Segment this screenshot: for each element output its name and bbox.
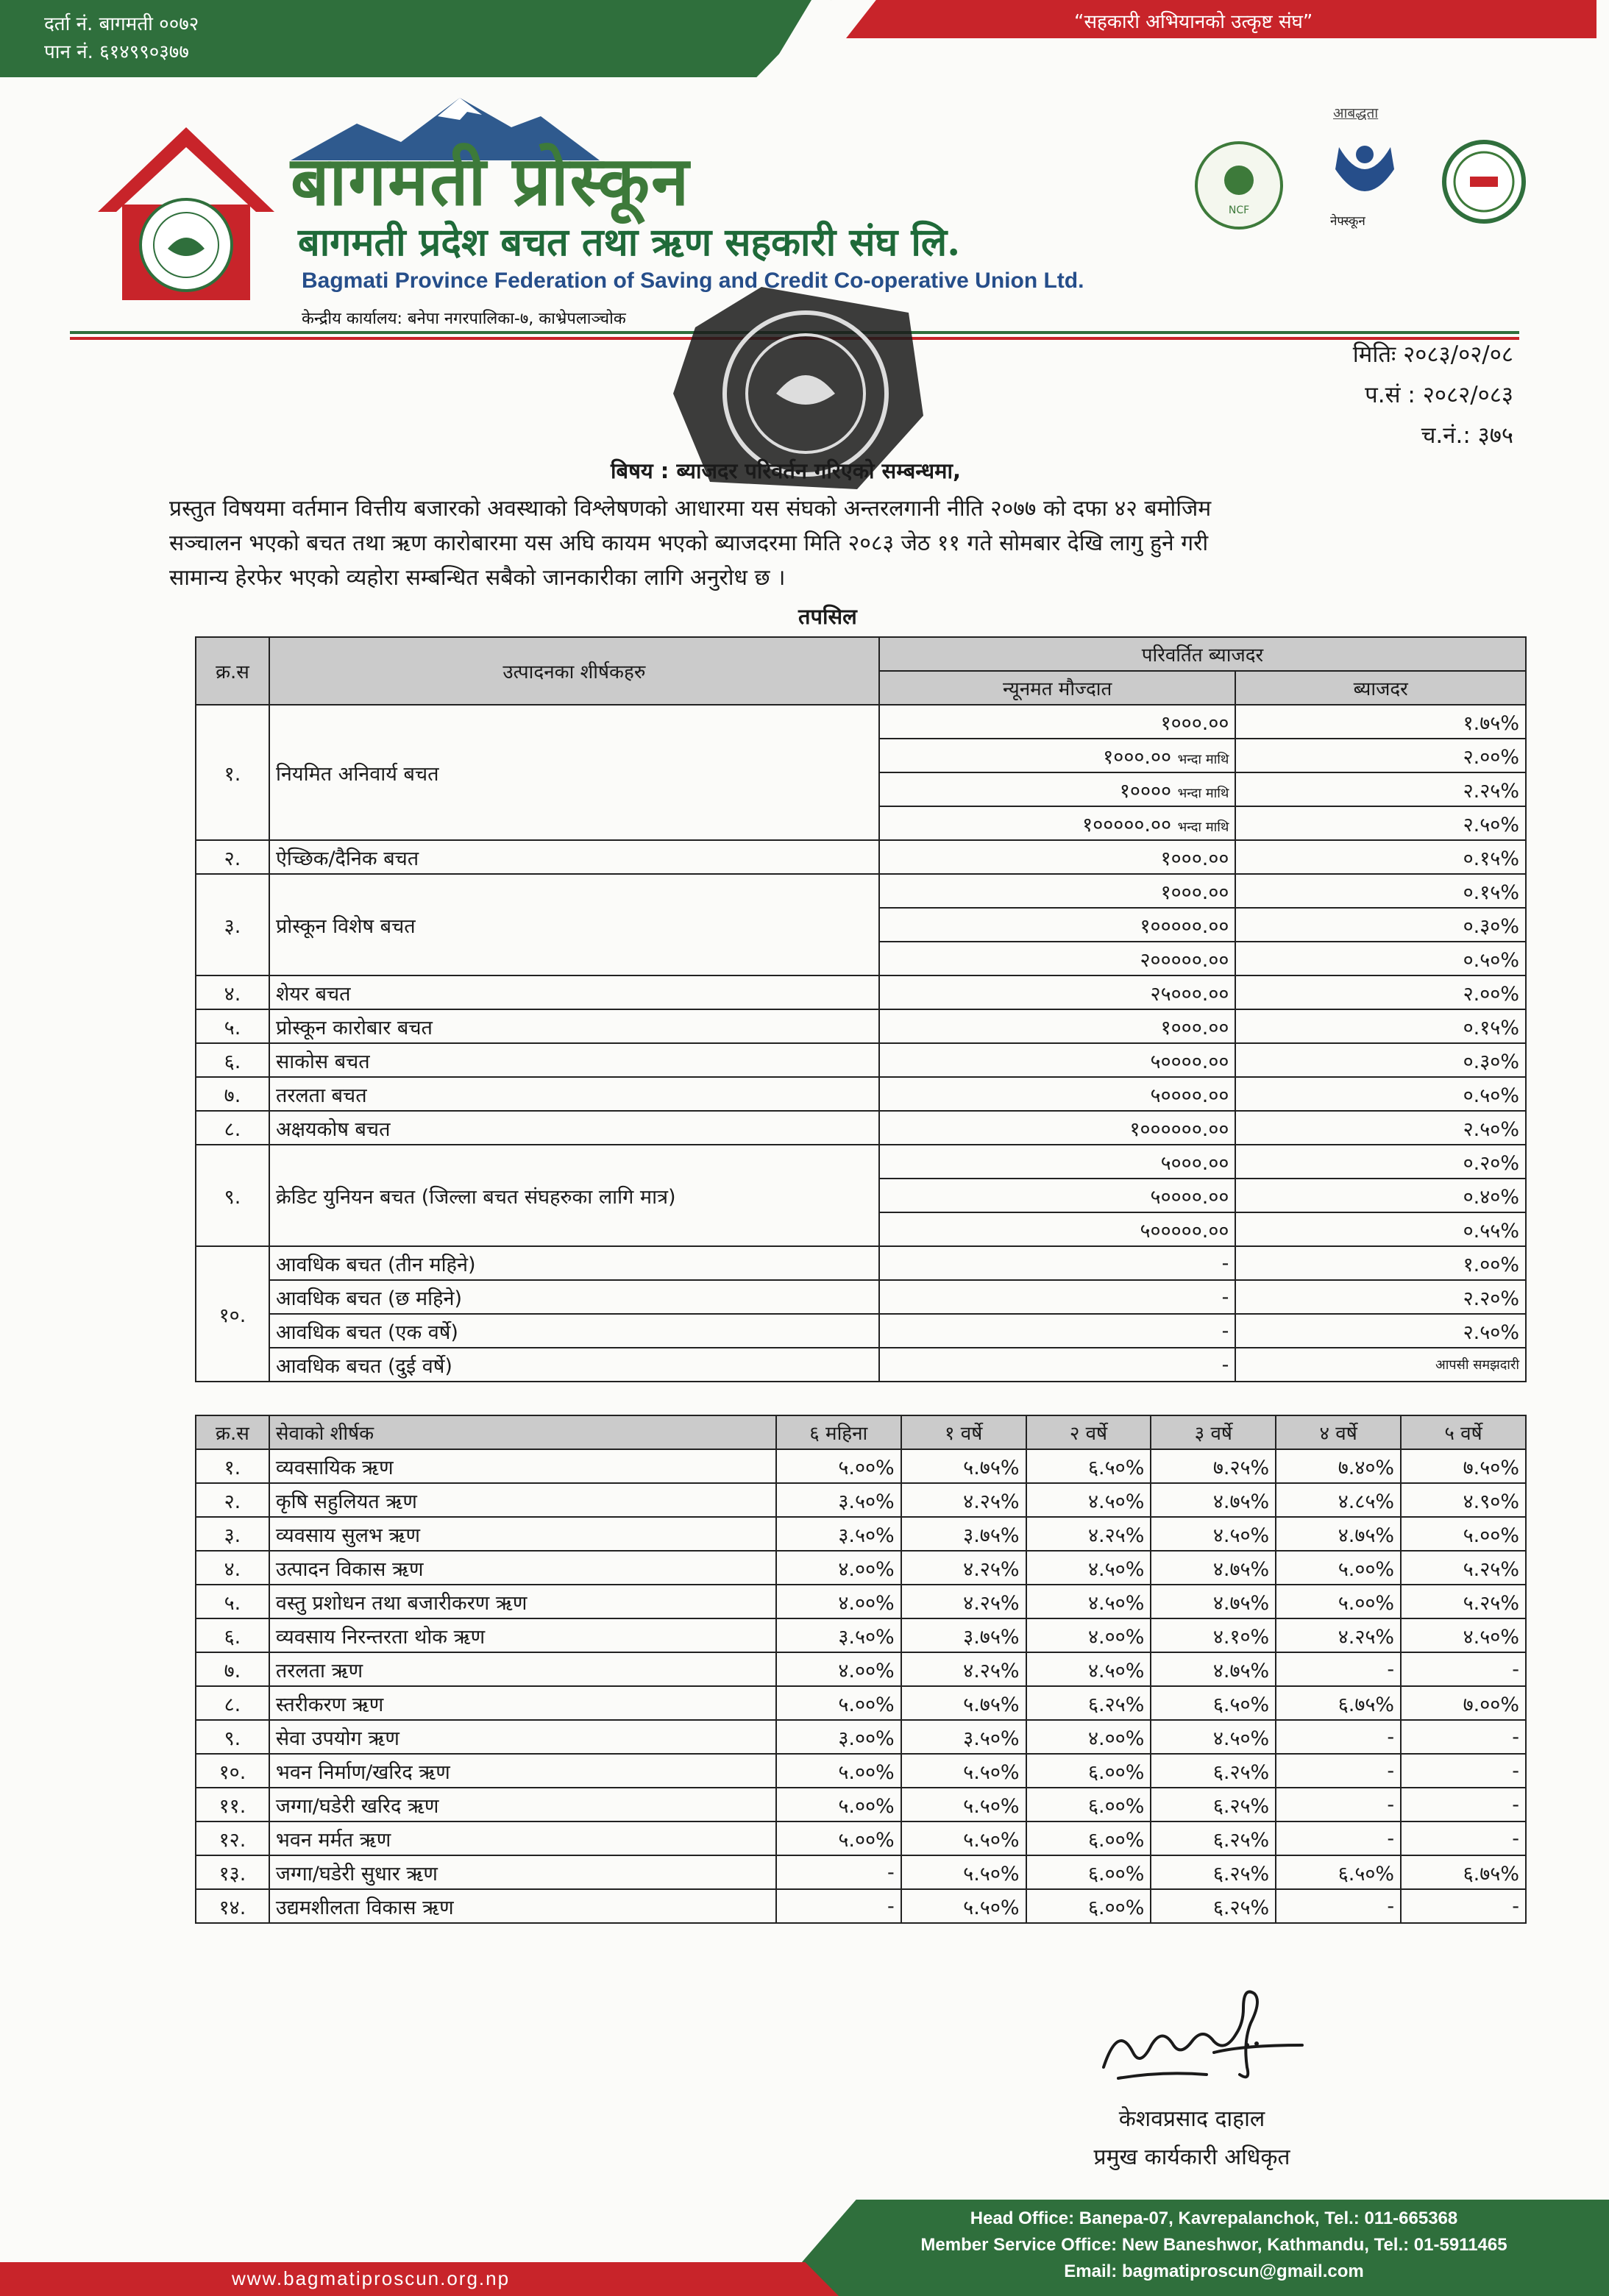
rate: ०.२०% bbox=[1235, 1145, 1526, 1179]
savings-rate-table bbox=[195, 636, 1527, 1382]
letter-subject: बिषय : ब्याजदर परिवर्तन गरिएको सम्बन्धमा, bbox=[611, 458, 961, 483]
min-balance: ५०००.०० bbox=[879, 1145, 1236, 1179]
rate: २.२०% bbox=[1235, 1280, 1526, 1314]
loan-rate: ४.००% bbox=[776, 1551, 901, 1585]
row-sn: ६. bbox=[196, 1618, 269, 1652]
row-sn: ३. bbox=[196, 1517, 269, 1551]
rate: ०.१५% bbox=[1235, 840, 1526, 874]
loan-col-header: ५ वर्षे bbox=[1401, 1415, 1526, 1449]
loan-col-header: ४ वर्षे bbox=[1276, 1415, 1401, 1449]
loan-rate: ४.५०% bbox=[1026, 1585, 1151, 1618]
table-row bbox=[196, 975, 1526, 1009]
table-row bbox=[196, 1483, 1526, 1517]
loan-rate: ५.००% bbox=[776, 1686, 901, 1720]
col-rate: ब्याजदर bbox=[1235, 671, 1526, 705]
rate: २.००% bbox=[1235, 739, 1526, 772]
loan-rate: ४.८५% bbox=[1276, 1483, 1401, 1517]
letter-body-line: प्रस्तुत विषयमा वर्तमान वित्तीय बजारको अवस्थाको विश्लेषणको आधारमा यस संघको अन्तरलगानी नीति २०७७ को दफा ४२ बमोजिम bbox=[169, 496, 1212, 522]
row-sn: १०. bbox=[196, 1246, 269, 1382]
loan-rate: - bbox=[1276, 1821, 1401, 1855]
svg-text:NCF: NCF bbox=[1228, 205, 1250, 216]
table-row bbox=[196, 1652, 1526, 1686]
loan-rate: ४.९०% bbox=[1401, 1483, 1526, 1517]
row-sn: ३. bbox=[196, 874, 269, 975]
loan-rate: ४.००% bbox=[1026, 1618, 1151, 1652]
min-balance: २५०००.०० bbox=[879, 975, 1236, 1009]
loan-rate: ४.७५% bbox=[1151, 1483, 1276, 1517]
signatory-title: प्रमुख कार्यकारी अधिकृत bbox=[1093, 2144, 1290, 2170]
loan-rate: ५.५०% bbox=[901, 1754, 1026, 1788]
loan-rate: ४.००% bbox=[776, 1585, 901, 1618]
rate: २.५०% bbox=[1235, 806, 1526, 840]
loan-rate: ४.५०% bbox=[1401, 1618, 1526, 1652]
loan-service-name: सेवा उपयोग ऋण bbox=[269, 1720, 776, 1754]
table-row bbox=[196, 1009, 1526, 1043]
row-sn: ७. bbox=[196, 1652, 269, 1686]
loan-rate: ६.७५% bbox=[1401, 1855, 1526, 1889]
row-product: शेयर बचत bbox=[269, 975, 879, 1009]
row-sn: ५. bbox=[196, 1009, 269, 1043]
loan-rate: ५.५०% bbox=[901, 1788, 1026, 1821]
min-balance: - bbox=[879, 1280, 1236, 1314]
min-balance: १०००००.०० भन्दा माथि bbox=[879, 806, 1236, 840]
loan-col-header: सेवाको शीर्षक bbox=[269, 1415, 776, 1449]
table-row bbox=[196, 1246, 1526, 1280]
row-product: आवधिक बचत (छ महिने) bbox=[269, 1280, 879, 1314]
loan-rate: ४.७५% bbox=[1151, 1551, 1276, 1585]
table-row bbox=[196, 874, 1526, 908]
loan-rate: ६.२५% bbox=[1151, 1889, 1276, 1923]
loan-col-header: क्र.स bbox=[196, 1415, 269, 1449]
loan-rate: ५.५०% bbox=[901, 1855, 1026, 1889]
row-sn: १०. bbox=[196, 1754, 269, 1788]
loan-rate: ५.००% bbox=[776, 1788, 901, 1821]
loan-service-name: भवन निर्माण/खरिद ऋण bbox=[269, 1754, 776, 1788]
loan-rate: ५.७५% bbox=[901, 1449, 1026, 1483]
min-balance: १०००.०० bbox=[879, 840, 1236, 874]
organization-logo bbox=[94, 124, 278, 304]
loan-rate: ६.७५% bbox=[1276, 1686, 1401, 1720]
loan-rate: - bbox=[1276, 1720, 1401, 1754]
loan-rate: ६.२५% bbox=[1151, 1754, 1276, 1788]
loan-service-name: व्यवसाय निरन्तरता थोक ऋण bbox=[269, 1618, 776, 1652]
min-balance: - bbox=[879, 1348, 1236, 1382]
loan-rate: ३.५०% bbox=[776, 1517, 901, 1551]
registration-info bbox=[44, 10, 199, 66]
table-row bbox=[196, 1043, 1526, 1077]
loan-rate: ६.००% bbox=[1026, 1821, 1151, 1855]
table-row bbox=[196, 1517, 1526, 1551]
min-balance: ५००००.०० bbox=[879, 1077, 1236, 1111]
min-balance: १०००.०० bbox=[879, 705, 1236, 739]
row-sn: २. bbox=[196, 1483, 269, 1517]
brand-name: बागमती प्रोस्कून bbox=[291, 141, 691, 221]
table-row bbox=[196, 1111, 1526, 1145]
loan-table-body bbox=[196, 1449, 1526, 1923]
min-balance: १००००००.०० bbox=[879, 1111, 1236, 1145]
loan-rate: ५.००% bbox=[776, 1449, 901, 1483]
loan-rate: ७.२५% bbox=[1151, 1449, 1276, 1483]
loan-rate: - bbox=[1401, 1754, 1526, 1788]
rate: ०.१५% bbox=[1235, 1009, 1526, 1043]
row-sn: ४. bbox=[196, 1551, 269, 1585]
loan-rate: ४.२५% bbox=[901, 1585, 1026, 1618]
row-sn: १. bbox=[196, 705, 269, 840]
loan-rate: ६.२५% bbox=[1151, 1855, 1276, 1889]
letter-body bbox=[169, 491, 1545, 595]
provincial-seal-logo bbox=[1442, 140, 1527, 224]
table-row bbox=[196, 1821, 1526, 1855]
loan-rate: ४.५०% bbox=[1026, 1551, 1151, 1585]
row-sn: ९. bbox=[196, 1145, 269, 1246]
row-sn: १. bbox=[196, 1449, 269, 1483]
rate: २.५०% bbox=[1235, 1111, 1526, 1145]
loan-rate: ३.७५% bbox=[901, 1517, 1026, 1551]
row-sn: ५. bbox=[196, 1585, 269, 1618]
min-balance: ५००००.०० bbox=[879, 1179, 1236, 1212]
loan-rate: ५.००% bbox=[1276, 1551, 1401, 1585]
min-balance: १०००.०० bbox=[879, 1009, 1236, 1043]
row-sn: ११. bbox=[196, 1788, 269, 1821]
loan-rate: - bbox=[1401, 1788, 1526, 1821]
loan-rate: - bbox=[1276, 1754, 1401, 1788]
rate: १.७५% bbox=[1235, 705, 1526, 739]
loan-rate: ३.७५% bbox=[901, 1618, 1026, 1652]
pan-number: पान नं. ६१४९९०३७७ bbox=[44, 41, 189, 63]
loan-rate: - bbox=[776, 1889, 901, 1923]
loan-rate: ६.२५% bbox=[1151, 1788, 1276, 1821]
loan-service-name: भवन मर्मत ऋण bbox=[269, 1821, 776, 1855]
row-product: साकोस बचत bbox=[269, 1043, 879, 1077]
loan-rate: ७.००% bbox=[1401, 1686, 1526, 1720]
col-min-balance: न्यूनमत मौज्दात bbox=[879, 671, 1236, 705]
loan-rate: ४.२५% bbox=[1026, 1517, 1151, 1551]
loan-col-header: २ वर्षे bbox=[1026, 1415, 1151, 1449]
row-product: तरलता बचत bbox=[269, 1077, 879, 1111]
loan-col-header: ६ महिना bbox=[776, 1415, 901, 1449]
loan-service-name: कृषि सहुलियत ऋण bbox=[269, 1483, 776, 1517]
table-row bbox=[196, 1145, 1526, 1179]
loan-rate: ५.००% bbox=[776, 1754, 901, 1788]
rate: ०.१५% bbox=[1235, 874, 1526, 908]
schedule-heading: तपसिल bbox=[798, 604, 857, 629]
loan-rate-table bbox=[195, 1415, 1527, 1924]
handwritten-signature bbox=[1089, 1986, 1324, 2089]
letter-body-line: सञ्चालन भएको बचत तथा ऋण कारोबारमा यस अघि कायम भएको ब्याजदरमा मिति २०८३ जेठ ११ गते सोमबार देखि लागु हुने गरी bbox=[169, 530, 1209, 556]
table-row bbox=[196, 1788, 1526, 1821]
rate: ०.५०% bbox=[1235, 942, 1526, 975]
loan-rate: ४.१०% bbox=[1151, 1618, 1276, 1652]
loan-rate: ५.००% bbox=[1276, 1585, 1401, 1618]
row-product: आवधिक बचत (एक वर्षे) bbox=[269, 1314, 879, 1348]
ncf-logo bbox=[1193, 140, 1285, 232]
loan-rate: ३.५०% bbox=[776, 1618, 901, 1652]
table-row bbox=[196, 840, 1526, 874]
rate: ०.३०% bbox=[1235, 908, 1526, 942]
loan-rate: - bbox=[1276, 1652, 1401, 1686]
table-row bbox=[196, 1280, 1526, 1314]
letter-meta bbox=[1353, 335, 1513, 456]
table-row bbox=[196, 1754, 1526, 1788]
table-row bbox=[196, 1449, 1526, 1483]
loan-rate: ६.२५% bbox=[1026, 1686, 1151, 1720]
website-link[interactable]: www.bagmatiproscun.org.np bbox=[232, 2267, 511, 2289]
loan-rate: - bbox=[776, 1855, 901, 1889]
letter-body-line: सामान्य हेरफेर भएको व्यहोरा सम्बन्धित सबैको जानकारीका लागि अनुरोध छ । bbox=[169, 565, 786, 591]
row-product: प्रोस्कून कारोबार बचत bbox=[269, 1009, 879, 1043]
row-product: ऐच्छिक/दैनिक बचत bbox=[269, 840, 879, 874]
rate: १.००% bbox=[1235, 1246, 1526, 1280]
loan-rate: ५.५०% bbox=[901, 1889, 1026, 1923]
row-product: आवधिक बचत (तीन महिने) bbox=[269, 1246, 879, 1280]
loan-rate: ७.५०% bbox=[1401, 1449, 1526, 1483]
loan-rate: ३.००% bbox=[776, 1720, 901, 1754]
fiscal-year-ref: प.सं : २०८२/०८३ bbox=[1365, 382, 1513, 408]
loan-rate: - bbox=[1276, 1889, 1401, 1923]
nefscun-logo bbox=[1324, 132, 1405, 221]
central-office-address: केन्द्रीय कार्यालय: बनेपा नगरपालिका-७, काभ्रेपलाञ्चोक bbox=[302, 310, 626, 328]
dispatch-number: च.नं.: ३७५ bbox=[1421, 422, 1513, 449]
loan-rate: ४.२५% bbox=[901, 1483, 1026, 1517]
loan-rate: ४.२५% bbox=[901, 1652, 1026, 1686]
loan-rate: ४.७५% bbox=[1151, 1585, 1276, 1618]
loan-rate: ५.५०% bbox=[901, 1821, 1026, 1855]
loan-col-header: १ वर्षे bbox=[901, 1415, 1026, 1449]
signatory-name: केशवप्रसाद दाहाल bbox=[1118, 2106, 1265, 2132]
table-row bbox=[196, 1585, 1526, 1618]
rate: ०.५५% bbox=[1235, 1212, 1526, 1246]
loan-service-name: वस्तु प्रशोधन तथा बजारीकरण ऋण bbox=[269, 1585, 776, 1618]
rate: २.२५% bbox=[1235, 772, 1526, 806]
min-balance: १०००.०० bbox=[879, 874, 1236, 908]
min-balance: २०००००.०० bbox=[879, 942, 1236, 975]
table-row bbox=[196, 1314, 1526, 1348]
row-sn: ८. bbox=[196, 1111, 269, 1145]
row-sn: ४. bbox=[196, 975, 269, 1009]
row-sn: १३. bbox=[196, 1855, 269, 1889]
loan-service-name: व्यवसायिक ऋण bbox=[269, 1449, 776, 1483]
letter-date: मितिः २०८३/०२/०८ bbox=[1352, 341, 1513, 368]
col-sn: क्र.स bbox=[196, 637, 269, 705]
row-product: आवधिक बचत (दुई वर्षे) bbox=[269, 1348, 879, 1382]
affiliation-label: आबद्धता bbox=[1333, 105, 1379, 121]
loan-rate: ४.००% bbox=[776, 1652, 901, 1686]
loan-service-name: तरलता ऋण bbox=[269, 1652, 776, 1686]
rate: २.५०% bbox=[1235, 1314, 1526, 1348]
loan-rate: ३.५०% bbox=[776, 1483, 901, 1517]
table-row bbox=[196, 705, 1526, 739]
loan-table-header bbox=[196, 1415, 1526, 1449]
loan-rate: ६.००% bbox=[1026, 1788, 1151, 1821]
loan-rate: ६.५०% bbox=[1151, 1686, 1276, 1720]
table-row bbox=[196, 1348, 1526, 1382]
rate: आपसी समझदारी bbox=[1235, 1348, 1526, 1382]
row-sn: ७. bbox=[196, 1077, 269, 1111]
nefscun-label: नेफ्स्कून bbox=[1330, 214, 1365, 229]
tagline: “सहकारी अभियानको उत्कृष्ट संघ” bbox=[1074, 11, 1313, 33]
loan-rate: ४.७५% bbox=[1276, 1517, 1401, 1551]
loan-rate: ६.००% bbox=[1026, 1889, 1151, 1923]
head-office: Head Office: Banepa-07, Kavrepalanchok, Tel.: 011-665368 bbox=[970, 2208, 1458, 2228]
rate: २.००% bbox=[1235, 975, 1526, 1009]
row-sn: २. bbox=[196, 840, 269, 874]
loan-rate: ६.५०% bbox=[1276, 1855, 1401, 1889]
table-row bbox=[196, 1686, 1526, 1720]
row-product: अक्षयकोष बचत bbox=[269, 1111, 879, 1145]
loan-rate: ५.७५% bbox=[901, 1686, 1026, 1720]
loan-rate: ४.५०% bbox=[1151, 1517, 1276, 1551]
loan-rate: ६.५०% bbox=[1026, 1449, 1151, 1483]
loan-rate: ६.००% bbox=[1026, 1754, 1151, 1788]
table-row bbox=[196, 1618, 1526, 1652]
loan-service-name: जग्गा/घडेरी सुधार ऋण bbox=[269, 1855, 776, 1889]
loan-service-name: जग्गा/घडेरी खरिद ऋण bbox=[269, 1788, 776, 1821]
loan-rate: ४.५०% bbox=[1026, 1483, 1151, 1517]
loan-col-header: ३ वर्षे bbox=[1151, 1415, 1276, 1449]
loan-rate: ५.२५% bbox=[1401, 1551, 1526, 1585]
row-sn: ८. bbox=[196, 1686, 269, 1720]
min-balance: - bbox=[879, 1314, 1236, 1348]
min-balance: १०००० भन्दा माथि bbox=[879, 772, 1236, 806]
loan-rate: ५.२५% bbox=[1401, 1585, 1526, 1618]
loan-rate: - bbox=[1401, 1889, 1526, 1923]
row-sn: ९. bbox=[196, 1720, 269, 1754]
loan-rate: ६.२५% bbox=[1151, 1821, 1276, 1855]
loan-rate: ६.००% bbox=[1026, 1855, 1151, 1889]
loan-rate: ७.४०% bbox=[1276, 1449, 1401, 1483]
row-sn: ६. bbox=[196, 1043, 269, 1077]
loan-service-name: व्यवसाय सुलभ ऋण bbox=[269, 1517, 776, 1551]
footer-email[interactable]: Email: bagmatiproscun@gmail.com bbox=[1064, 2261, 1364, 2281]
loan-service-name: स्तरीकरण ऋण bbox=[269, 1686, 776, 1720]
loan-rate: - bbox=[1401, 1720, 1526, 1754]
org-name-nepali: बागमती प्रदेश बचत तथा ऋण सहकारी संघ लि. bbox=[298, 220, 961, 265]
min-balance: - bbox=[879, 1246, 1236, 1280]
loan-rate: - bbox=[1401, 1821, 1526, 1855]
loan-rate: - bbox=[1401, 1652, 1526, 1686]
loan-rate: ४.००% bbox=[1026, 1720, 1151, 1754]
col-product: उत्पादनका शीर्षकहरु bbox=[269, 637, 879, 705]
row-product: नियमित अनिवार्य बचत bbox=[269, 705, 879, 840]
org-name-english: Bagmati Province Federation of Saving and Credit Co-operative Union Ltd. bbox=[302, 269, 1084, 293]
col-changed-rate: परिवर्तित ब्याजदर bbox=[879, 637, 1526, 671]
row-sn: १२. bbox=[196, 1821, 269, 1855]
loan-rate: ५.००% bbox=[1401, 1517, 1526, 1551]
loan-service-name: उत्पादन विकास ऋण bbox=[269, 1551, 776, 1585]
table-row bbox=[196, 1077, 1526, 1111]
table-row bbox=[196, 1889, 1526, 1923]
loan-rate: ३.५०% bbox=[901, 1720, 1026, 1754]
row-product: प्रोस्कून विशेष बचत bbox=[269, 874, 879, 975]
table-row bbox=[196, 1551, 1526, 1585]
min-balance: १०००००.०० bbox=[879, 908, 1236, 942]
member-service-office: Member Service Office: New Baneshwor, Kathmandu, Tel.: 01-5911465 bbox=[920, 2235, 1507, 2255]
rate: ०.४०% bbox=[1235, 1179, 1526, 1212]
loan-rate: ४.७५% bbox=[1151, 1652, 1276, 1686]
loan-rate: ४.२५% bbox=[1276, 1618, 1401, 1652]
row-product: क्रेडिट युनियन बचत (जिल्ला बचत संघहरुका लागि मात्र) bbox=[269, 1145, 879, 1246]
loan-rate: - bbox=[1276, 1788, 1401, 1821]
loan-rate: ५.००% bbox=[776, 1821, 901, 1855]
min-balance: १०००.०० भन्दा माथि bbox=[879, 739, 1236, 772]
rate: ०.३०% bbox=[1235, 1043, 1526, 1077]
loan-rate: ४.५०% bbox=[1151, 1720, 1276, 1754]
loan-service-name: उद्यमशीलता विकास ऋण bbox=[269, 1889, 776, 1923]
row-sn: १४. bbox=[196, 1889, 269, 1923]
registration-number: दर्ता नं. बागमती ००७२ bbox=[44, 13, 199, 35]
table-row bbox=[196, 1855, 1526, 1889]
table-row bbox=[196, 1720, 1526, 1754]
min-balance: ५००००.०० bbox=[879, 1043, 1236, 1077]
rate: ०.५०% bbox=[1235, 1077, 1526, 1111]
footer-contact bbox=[883, 2206, 1545, 2285]
min-balance: ५०००००.०० bbox=[879, 1212, 1236, 1246]
loan-rate: ४.२५% bbox=[901, 1551, 1026, 1585]
signatory-block bbox=[1030, 2100, 1354, 2177]
loan-rate: ४.५०% bbox=[1026, 1652, 1151, 1686]
